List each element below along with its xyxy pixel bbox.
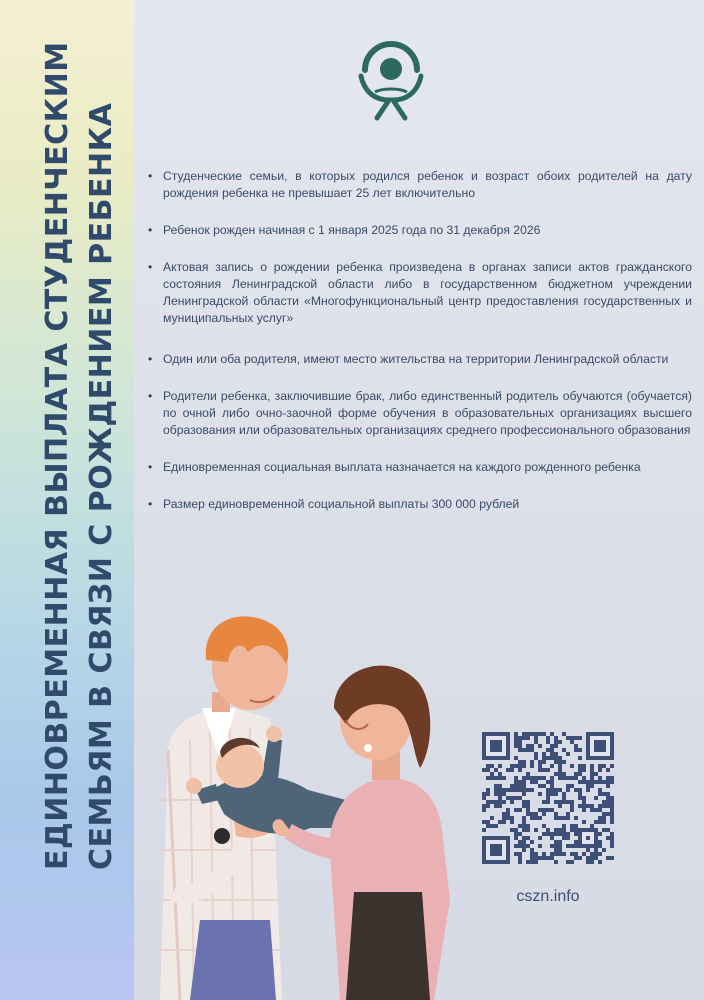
qr-code-icon[interactable] [482,732,614,864]
list-item: • Родители ребенка, заключившие брак, либо единственный родитель обучаются (обучается) по очной либо очно-заочной форме обучения в образовательных организациях высшего образования или образовательных организациях среднего профессионального образования [146,388,692,439]
hands-holding-person-logo-icon [355,36,427,122]
vertical-title-line-2: СЕМЬЯМ В СВЯЗИ С РОЖДЕНИЕМ РЕБЕНКА [84,102,119,870]
conditions-list [146,168,692,513]
list-item: • Ребенок рожден начиная с 1 января 2025 года по 31 декабря 2026 [146,222,692,239]
list-item: • Студенческие семьи, в которых родился ребенок и возраст обоих родителей на дату рождения ребенка не превышает 25 лет включительно [146,168,692,202]
family-illustration [150,600,490,1000]
list-item: • Один или оба родителя, имеют место жительства на территории Ленинградской области [146,351,692,368]
vertical-title [36,41,124,870]
list-item: • Размер единовременной социальной выплаты 300 000 рублей [146,496,692,513]
list-item: • Единовременная социальная выплата назначается на каждого рожденного ребенка [146,459,692,476]
list-item: • Актовая запись о рождении ребенка произведена в органах записи актов гражданского состояния Ленинградской области либо в государственном бюджетном учреждении Ленинградской области «Многофункциональный центр предоставления государственных и муниципальных услуг» [146,259,692,327]
vertical-title-line-1: ЕДИНОВРЕМЕННАЯ ВЫПЛАТА СТУДЕНЧЕСКИМ [40,41,75,870]
website-link[interactable]: cszn.info [516,888,580,905]
